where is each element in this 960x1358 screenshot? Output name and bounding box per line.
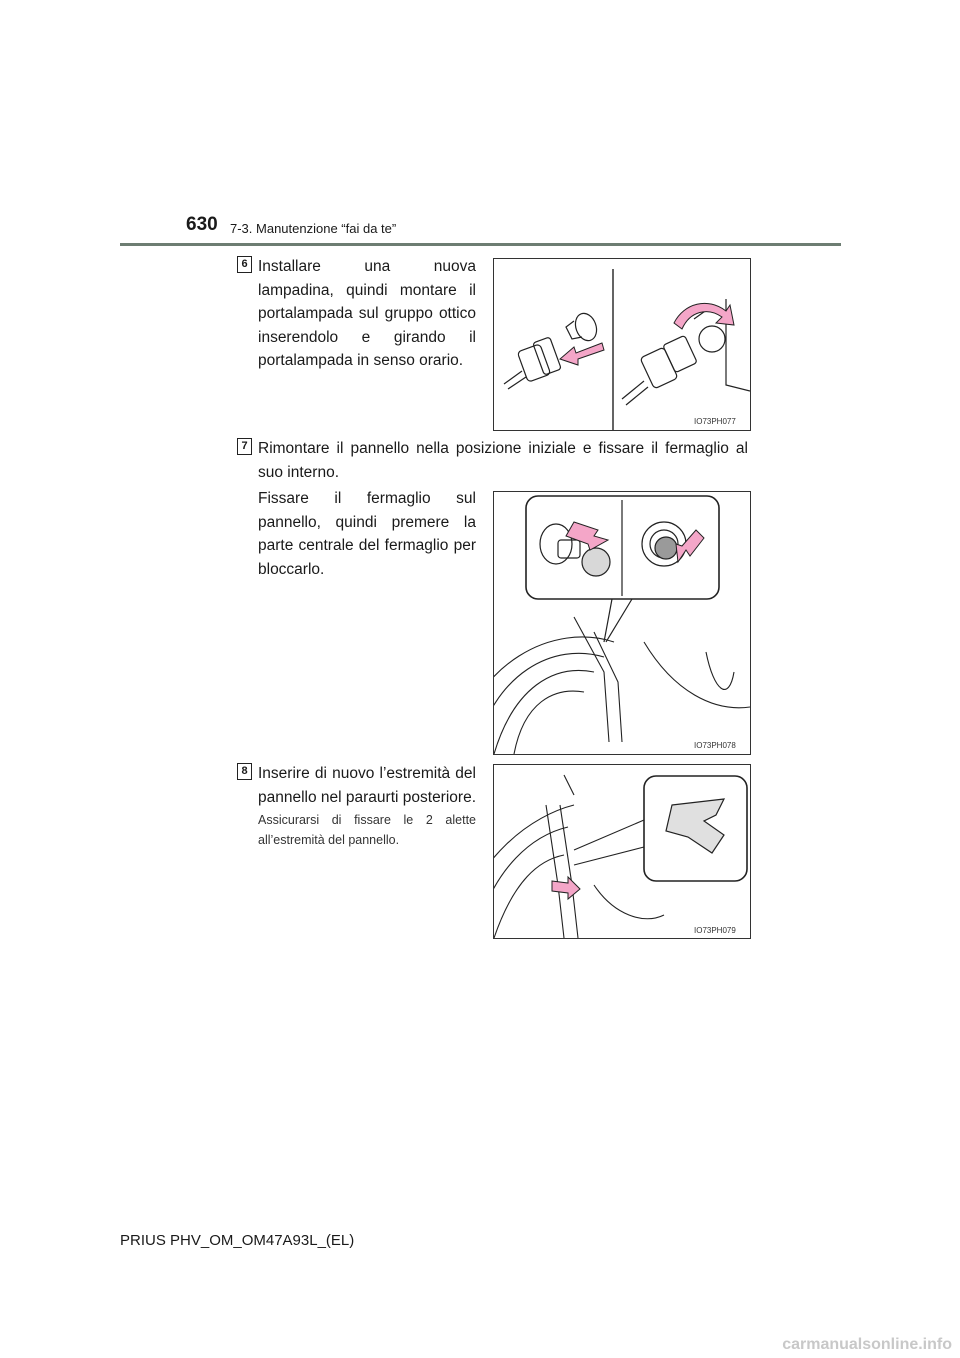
rotate-arrow-icon	[674, 303, 734, 329]
bumper-drawing	[494, 617, 750, 754]
header-divider	[120, 243, 841, 246]
step-6-text: Installare una nuova lampadina, quindi montare il portalampada sul gruppo ottico inserendolo e girando il portalampada in senso orario.	[258, 258, 476, 369]
step-8-text: Inserire di nuovo l’estremità del pannello nel paraurti posteriore.	[258, 765, 476, 806]
watermark: carmanualsonline.info	[782, 1336, 952, 1353]
section-title: 7-3. Manutenzione “fai da te”	[230, 221, 397, 236]
figure-code-079: IO73PH079	[694, 926, 736, 935]
figure-panel-tabs	[493, 764, 751, 939]
step-7-text: Rimontare il pannello nella posizione iniziale e fissare il fermaglio al suo interno.	[258, 440, 748, 481]
step-6-badge: 6	[237, 256, 252, 273]
figure-bulb-replacement	[493, 258, 751, 431]
figure-code-077: IO73PH077	[694, 417, 736, 426]
figure-code-078: IO73PH078	[694, 741, 736, 750]
bumper-panel-drawing	[494, 775, 664, 938]
document-code: PRIUS PHV_OM_OM47A93L_(EL)	[120, 1232, 355, 1249]
step-7-subtext: Fissare il fermaglio sul pannello, quindi premere la parte centrale del fermaglio per bloccarlo.	[258, 490, 476, 578]
insert-arrow-icon	[552, 877, 580, 899]
step-8-note: Assicurarsi di fissare le 2 alette all’estremità del pannello.	[258, 813, 476, 847]
left-arrow-icon	[560, 343, 604, 365]
step-7-badge: 7	[237, 438, 252, 455]
figure-clip-fastening	[493, 491, 751, 755]
page-number: 630	[186, 214, 218, 235]
step-8-badge: 8	[237, 763, 252, 780]
